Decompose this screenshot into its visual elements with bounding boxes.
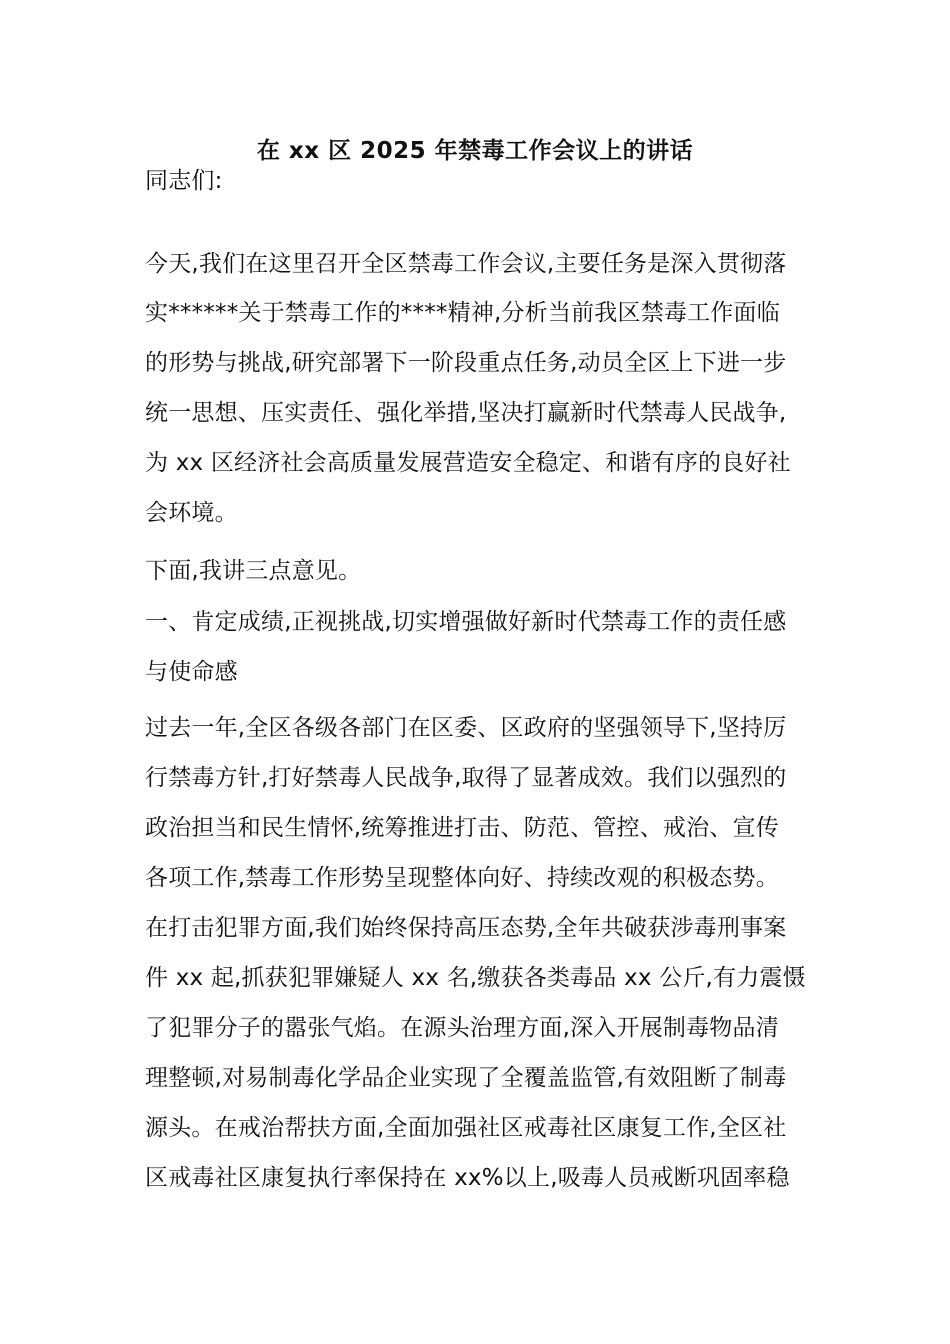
paragraph-line: 区戒毒社区康复执行率保持在 xx%以上,吸毒人员戒断巩固率稳 <box>145 1165 790 1191</box>
section-heading-line: 一、肯定成绩,正视挑战,切实增强做好新时代禁毒工作的责任感 <box>145 609 787 635</box>
paragraph-line: 了犯罪分子的嚣张气焰。在源头治理方面,深入开展制毒物品清 <box>145 1015 779 1041</box>
paragraph-line: 的形势与挑战,研究部署下一阶段重点任务,动员全区上下进一步 <box>145 350 787 376</box>
paragraph-line: 会环境。 <box>145 500 238 526</box>
section-heading-line: 与使命感 <box>145 659 238 685</box>
salutation: 同志们: <box>145 168 223 194</box>
paragraph-line: 下面,我讲三点意见。 <box>145 558 362 584</box>
paragraph-line: 理整顿,对易制毒化学品企业实现了全覆盖监管,有效阻断了制毒 <box>145 1065 787 1091</box>
document-title: 在 xx 区 2025 年禁毒工作会议上的讲话 <box>256 138 694 164</box>
paragraph-line: 统一思想、压实责任、强化举措,坚决打赢新时代禁毒人民战争, <box>145 400 787 426</box>
paragraph-line: 行禁毒方针,打好禁毒人民战争,取得了显著成效。我们以强烈的 <box>145 765 787 791</box>
paragraph-line: 各项工作,禁毒工作形势呈现整体向好、持续改观的积极态势。 <box>145 865 779 891</box>
paragraph-line: 源头。在戒治帮扶方面,全面加强社区戒毒社区康复工作,全区社 <box>145 1115 787 1141</box>
paragraph-line: 为 xx 区经济社会高质量发展营造安全稳定、和谐有序的良好社 <box>145 450 791 476</box>
paragraph-line: 件 xx 起,抓获犯罪嫌疑人 xx 名,缴获各类毒品 xx 公斤,有力震慑 <box>145 965 806 991</box>
paragraph-line: 在打击犯罪方面,我们始终保持高压态势,全年共破获涉毒刑事案 <box>145 915 787 941</box>
paragraph-line: 政治担当和民生情怀,统筹推进打击、防范、管控、戒治、宣传 <box>145 815 779 841</box>
paragraph-line: 今天,我们在这里召开全区禁毒工作会议,主要任务是深入贯彻落 <box>145 251 787 277</box>
paragraph-line: 过去一年,全区各级各部门在区委、区政府的坚强领导下,坚持厉 <box>145 715 787 741</box>
paragraph-line: 实******关于禁毒工作的****精神,分析当前我区禁毒工作面临 <box>145 300 780 326</box>
